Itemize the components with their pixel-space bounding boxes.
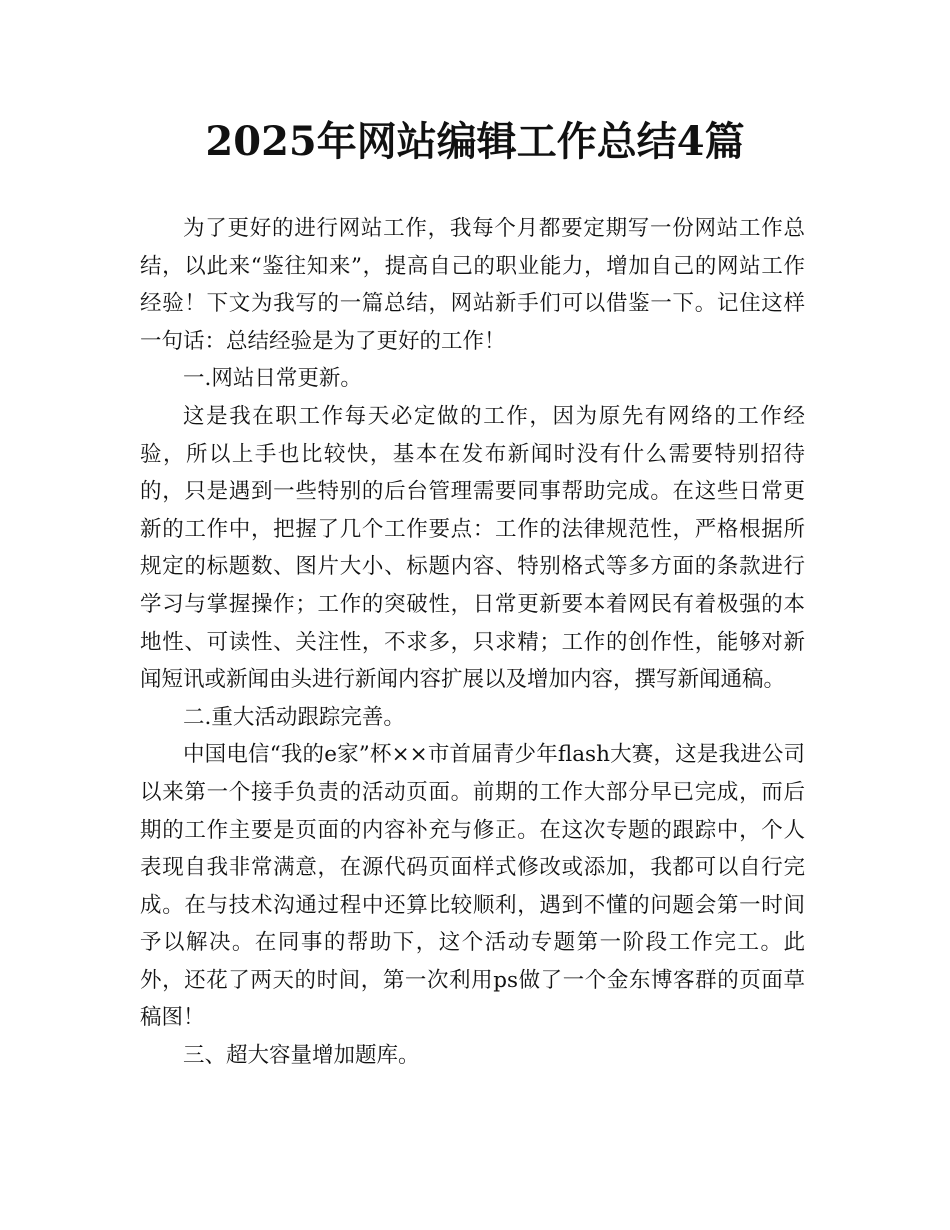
section-2-heading: 二.重大活动跟踪完善。: [183, 704, 405, 730]
section-3-heading: 三、超大容量增加题库。: [183, 1043, 420, 1069]
intro-paragraph: 为了更好的进行网站工作，我每个月都要定期写一份网站工作总结，以此来“鉴往知来”，提高自己的职业能力，增加自己的网站工作经验！下文为我写的一篇总结，网站新手们可以借鉴一下。记住这样一句话：总结经验是为了更好的工作！: [140, 216, 805, 354]
document-title: 2025年网站编辑工作总结4篇: [205, 118, 745, 165]
section-2-paragraph: 中国电信“我的e家”杯××市首届青少年flash大赛，这是我进公司以来第一个接手负责的活动页面。前期的工作大部分早已完成，而后期的工作主要是页面的内容补充与修正。在这次专题的跟踪中，个人表现自我非常满意，在源代码页面样式修改或添加，我都可以自行完成。在与技术沟通过程中还算比较顺利，遇到不懂的问题会第一时间予以解决。在同事的帮助下，这个活动专题第一阶段工作完工。此外，还花了两天的时间，第一次利用ps做了一个金东博客群的页面草稿图！: [140, 742, 805, 1031]
document-body: [140, 210, 805, 1075]
section-1-paragraph: 这是我在职工作每天必定做的工作，因为原先有网络的工作经验，所以上手也比较快，基本在发布新闻时没有什么需要特别招待的，只是遇到一些特别的后台管理需要同事帮助完成。在这些日常更新的工作中，把握了几个工作要点：工作的法律规范性，严格根据所规定的标题数、图片大小、标题内容、特别格式等多方面的条款进行学习与掌握操作；工作的突破性，日常更新要本着网民有着极强的本地性、可读性、关注性，不求多，只求精；工作的创作性，能够对新闻短讯或新闻由头进行新闻内容扩展以及增加内容，撰写新闻通稿。: [140, 403, 805, 693]
section-1-heading: 一.网站日常更新。: [183, 366, 362, 392]
